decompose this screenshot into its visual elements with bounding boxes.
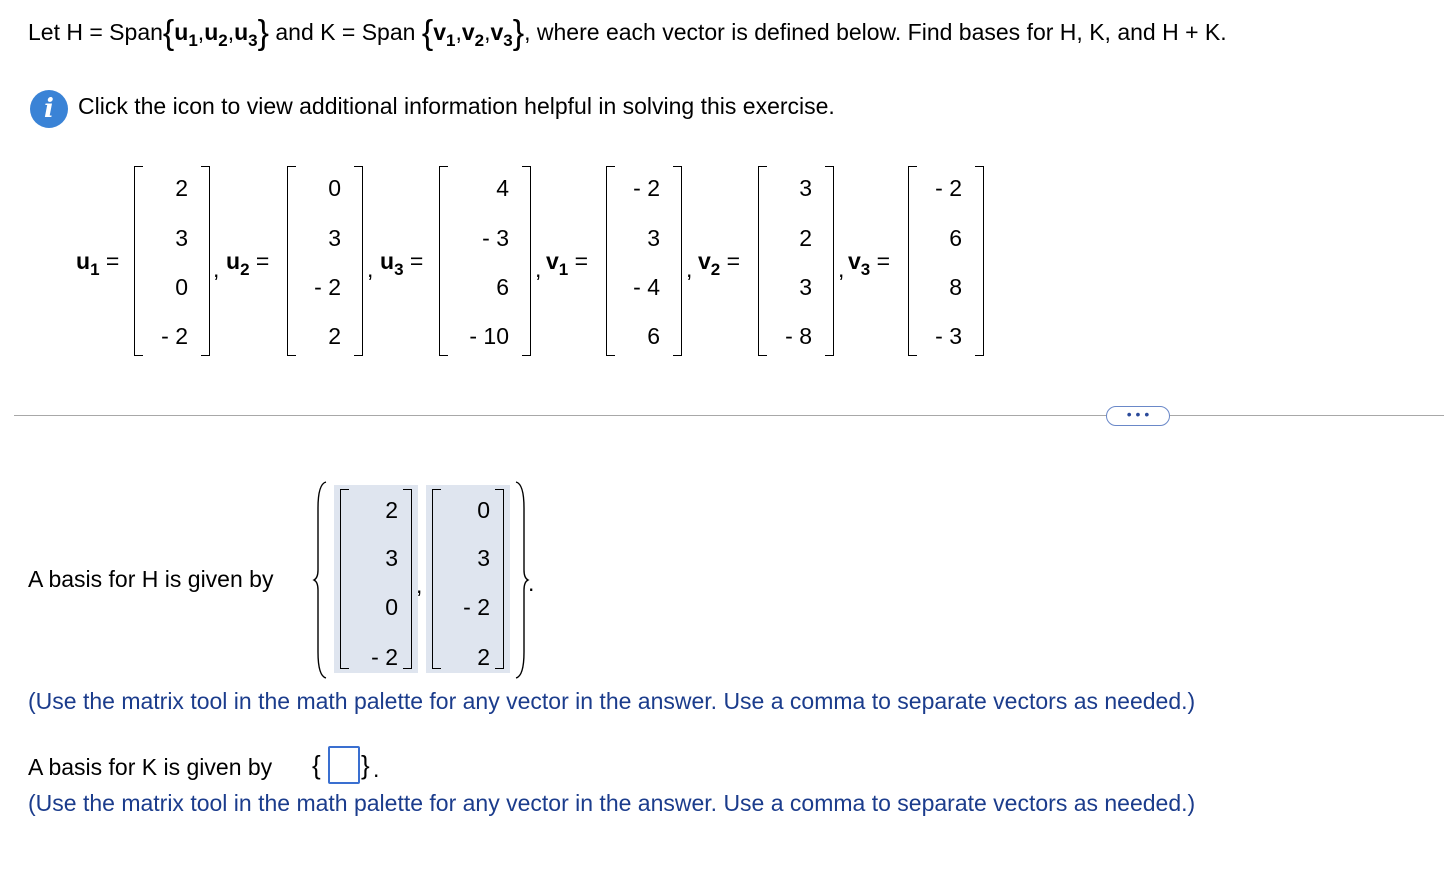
v3-vector xyxy=(908,166,984,356)
v1-entry-4: 6 xyxy=(647,323,660,349)
h-vector-3: u xyxy=(234,19,249,45)
basis-h-vector-1[interactable] xyxy=(334,485,418,673)
v1-label: $v_1$ = xyxy=(546,248,589,279)
h-vector-1: u xyxy=(174,19,189,45)
v3-entry-2: 6 xyxy=(949,225,962,251)
k-vector-1: v xyxy=(433,19,446,45)
comma: , xyxy=(838,256,845,282)
u3-vector xyxy=(439,166,531,356)
section-divider xyxy=(14,415,1444,416)
v3-entry-3: 8 xyxy=(949,274,962,300)
u2-vector xyxy=(287,166,363,356)
open-brace-k: { xyxy=(421,14,434,52)
comma: , xyxy=(213,256,220,282)
u1-entry-4: - 2 xyxy=(161,323,188,349)
close-brace-h: } xyxy=(257,14,269,52)
basis-k-open-brace: { xyxy=(312,750,321,780)
basis-h-v1-entry-3: 0 xyxy=(385,594,398,620)
u2-entry-4: 2 xyxy=(328,323,341,349)
v3-label: $v_3$ = xyxy=(848,248,891,279)
k-sub-2: 2 xyxy=(474,31,485,50)
info-text: Click the icon to view additional information helpful in solving this exercise. xyxy=(78,93,835,119)
basis-h-v2-entry-4: 2 xyxy=(477,644,490,670)
u2-entry-1: 0 xyxy=(328,175,341,201)
v1-entry-1: - 2 xyxy=(633,175,660,201)
close-brace-k: } xyxy=(512,14,525,52)
comma: , xyxy=(686,256,693,282)
h-sub-3: 3 xyxy=(248,31,258,50)
k-vector-2: v xyxy=(461,19,475,45)
h-sub-1: 1 xyxy=(188,31,198,50)
v2-label: $v_2$ = xyxy=(698,248,741,279)
basis-h-hint: (Use the matrix tool in the math palette for any vector in the answer. Use a comma to separate vectors as needed.) xyxy=(28,688,1196,714)
basis-h-label: A basis for H is given by xyxy=(28,566,274,592)
v2-entry-3: 3 xyxy=(799,274,812,300)
k-sub-3: 3 xyxy=(503,31,513,50)
basis-k-hint: (Use the matrix tool in the math palette for any vector in the answer. Use a comma to separate vectors as needed.) xyxy=(28,790,1196,816)
u3-entry-1: 4 xyxy=(496,175,509,201)
u3-label: $u_3$ = xyxy=(380,248,424,279)
basis-h-open-brace xyxy=(312,478,330,683)
basis-k-label: A basis for K is given by xyxy=(28,754,273,780)
v2-entry-4: - 8 xyxy=(785,323,812,349)
v3-entry-4: - 3 xyxy=(935,323,962,349)
v1-entry-2: 3 xyxy=(647,225,660,251)
problem-prefix: Let H = Span xyxy=(28,19,163,45)
h-vector-2: u xyxy=(204,19,219,45)
problem-middle: and K = Span xyxy=(275,19,416,45)
v2-entry-2: 2 xyxy=(799,225,812,251)
u1-label: $u_1$ = xyxy=(76,248,120,279)
u1-entry-2: 3 xyxy=(175,225,188,251)
v2-entry-1: 3 xyxy=(799,175,812,201)
period: . xyxy=(528,570,535,596)
problem-statement: Let $H = Span\{u_1,u_2,u_3\}$ and K = Span $\{v_1,v_2,v_3\}$, where each vector is defined below. Find bases for H, K, and H + K. xyxy=(28,14,1227,52)
u1-entry-3: 0 xyxy=(175,274,188,300)
k-sub-1: 1 xyxy=(445,31,456,50)
k-vector-3: v xyxy=(490,19,504,45)
basis-h-v1-entry-1: 2 xyxy=(385,497,398,523)
v2-vector xyxy=(758,166,834,356)
u1-entry-1: 2 xyxy=(175,175,188,201)
basis-h-v1-entry-2: 3 xyxy=(385,545,398,571)
open-brace-h: { xyxy=(162,14,175,52)
u3-entry-3: 6 xyxy=(496,274,509,300)
basis-h-v1-entry-4: - 2 xyxy=(371,644,398,670)
v3-entry-1: - 2 xyxy=(935,175,962,201)
u2-label: $u_2$ = xyxy=(226,248,270,279)
u3-entry-2: - 3 xyxy=(482,225,509,251)
h-sub-2: 2 xyxy=(218,31,228,50)
comma: , xyxy=(416,572,423,598)
v1-entry-3: - 4 xyxy=(633,274,660,300)
basis-h-v2-entry-1: 0 xyxy=(477,497,490,523)
basis-h-v2-entry-2: 3 xyxy=(477,545,490,571)
more-button[interactable]: • • • xyxy=(1106,406,1170,426)
u1-vector xyxy=(134,166,210,356)
info-icon[interactable]: i xyxy=(30,90,68,128)
problem-suffix: , where each vector is defined below. Find bases for H, K, and H + K. xyxy=(524,19,1227,45)
basis-k-close-brace: } xyxy=(361,750,370,780)
u2-entry-2: 3 xyxy=(328,225,341,251)
comma: , xyxy=(367,256,374,282)
u3-entry-4: - 10 xyxy=(469,323,509,349)
v1-vector xyxy=(606,166,682,356)
period: . xyxy=(373,756,380,782)
comma: , xyxy=(535,256,542,282)
u2-entry-3: - 2 xyxy=(314,274,341,300)
basis-h-vector-2[interactable] xyxy=(426,485,510,673)
basis-k-answer-input[interactable] xyxy=(328,746,360,784)
basis-h-v2-entry-3: - 2 xyxy=(463,594,490,620)
